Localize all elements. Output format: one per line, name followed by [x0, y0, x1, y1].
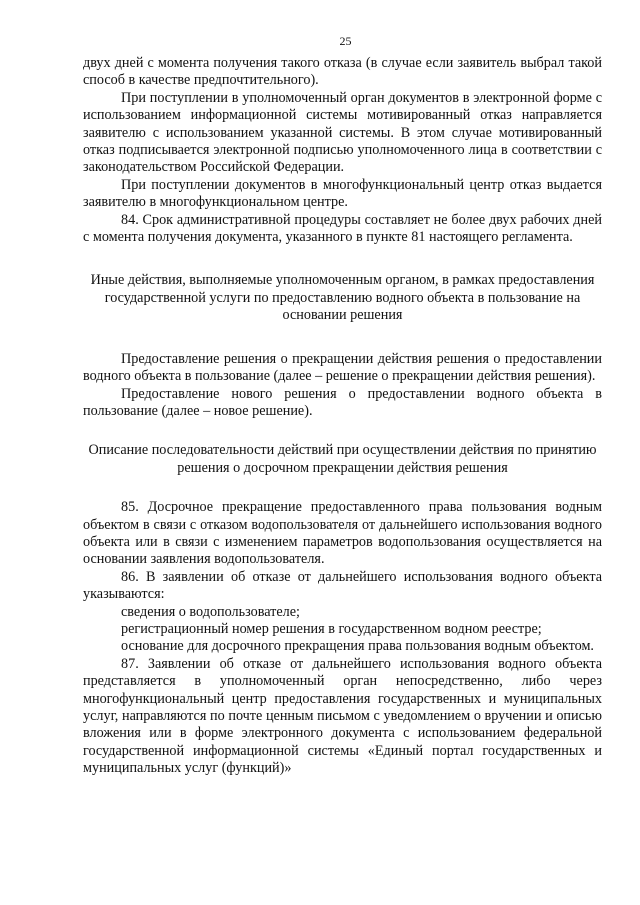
page-number: 25 [339, 34, 352, 48]
paragraph-87: 87. Заявлении об отказе от дальнейшего использования водного объекта представляется в уполномоченный орган непосредственно, либо через многофункциональный центр предоставления государственных и муниципальных услуг, направляются по почте ценным письмом с уведомлением о вручении и описью вложения или в форме электронного документа с использованием федеральной государственной информационной системы «Единый портал государственных и муниципальных услуг (функций)» [83, 655, 602, 777]
list-item-user-info: сведения о водопользователе; [121, 603, 300, 620]
paragraph-termination-decision: Предоставление решения о прекращении действия решения о предоставлении водного объекта в пользование (далее – решение о прекращении действия решения). [83, 350, 602, 385]
paragraph-new-decision: Предоставление нового решения о предоставлении водного объекта в пользование (далее – новое решение). [83, 385, 602, 419]
document-body [83, 55, 602, 778]
paragraph-86: 86. В заявлении об отказе от дальнейшего использования водного объекта указываются: [83, 568, 602, 603]
paragraph-84: 84. Срок административной процедуры составляет не более двух рабочих дней с момента получения документа, указанного в пункте 81 настоящего регламента. [83, 211, 602, 246]
paragraph-mfc-refusal: При поступлении документов в многофункциональный центр отказ выдается заявителю в многофункциональном центре. [83, 176, 602, 211]
paragraph-electronic-refusal: При поступлении в уполномоченный орган документов в электронной форме с использованием информационной системы мотивированный отказ направляется заявителю с использованием указанной системы. В этом случае мотивированный отказ подписывается электронной подписью уполномоченного лица в соответствии с законодательством Российской Федерации. [83, 89, 602, 176]
paragraph-continuation: двух дней с момента получения такого отказа (в случае если заявитель выбрал такой способ в качестве предпочтительного). [83, 55, 602, 89]
section-heading-other-actions: Иные действия, выполняемые уполномоченным органом, в рамках предоставления государственной услуги по предоставлению водного объекта в пользование на основании решения [90, 272, 595, 324]
list-item-termination-basis: основание для досрочного прекращения права пользования водным объектом. [121, 638, 594, 655]
section-heading-procedure: Описание последовательности действий при осуществлении действия по принятию решения о досрочном прекращении действия решения [88, 442, 597, 476]
paragraph-85: 85. Досрочное прекращение предоставленного права пользования водным объектом в связи с отказом водопользователя от дальнейшего использования водного объекта или в связи с изменением параметров водопользования осуществляется на основании заявления водопользователя. [83, 499, 602, 568]
list-item-registry-number: регистрационный номер решения в государственном водном реестре; [121, 620, 542, 637]
